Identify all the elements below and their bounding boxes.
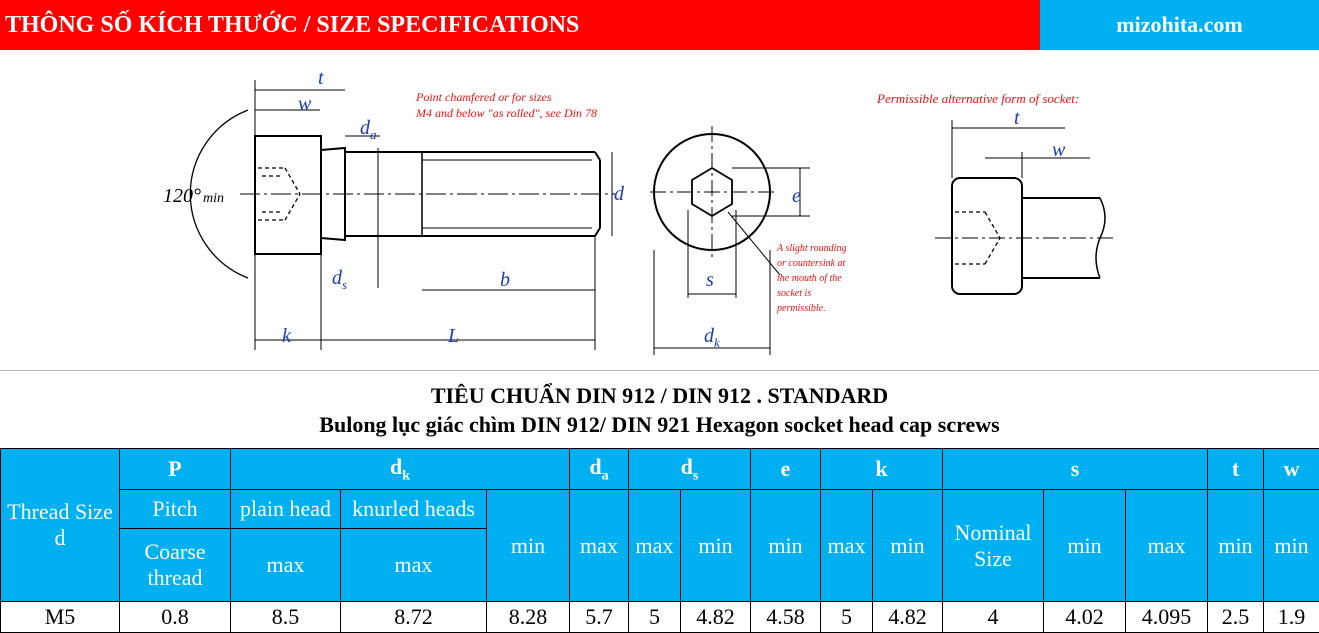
header-da xyxy=(570,449,629,490)
header-s-min: min xyxy=(1044,490,1126,602)
standard-subtitle: Bulong lục giác chìm DIN 912/ DIN 921 Hexagon socket head cap screws xyxy=(319,412,1000,437)
cell-s-min: 4.02 xyxy=(1044,602,1126,633)
cell-dk-min: 8.28 xyxy=(487,602,570,633)
header-knurled-max: max xyxy=(341,529,487,602)
dim-k-label: k xyxy=(282,325,291,347)
cell-w-min: 1.9 xyxy=(1264,602,1319,633)
dim-t-label: t xyxy=(318,67,324,89)
cell-e-min: 4.58 xyxy=(751,602,821,633)
header-P: P xyxy=(120,449,231,490)
angle-value: 120° xyxy=(163,185,201,207)
header-t-min: min xyxy=(1208,490,1264,602)
technical-drawing xyxy=(0,50,1319,371)
header-thread-size: Thread Size d xyxy=(1,449,120,602)
header-da-main: d xyxy=(589,453,602,479)
dim-da-label xyxy=(360,117,377,142)
dim-ds-label xyxy=(332,267,347,292)
header-e: e xyxy=(751,449,821,490)
dim-da-main: d xyxy=(360,117,370,139)
header-plain-head: plain head xyxy=(231,490,341,529)
rounding-note-2: or countersink at xyxy=(777,258,846,269)
cell-t-min: 2.5 xyxy=(1208,602,1264,633)
rounding-note-5: permissible. xyxy=(777,303,826,314)
cell-da-max: 5.7 xyxy=(570,602,629,633)
alt-w-label: w xyxy=(1052,139,1066,161)
header-t: t xyxy=(1208,449,1264,490)
header-k-max: max xyxy=(821,490,873,602)
header-e-min: min xyxy=(751,490,821,602)
header-dk-min: min xyxy=(487,490,570,602)
dim-dk-label xyxy=(704,325,720,350)
header-da-max: max xyxy=(570,490,629,602)
rounding-note-1: A slight rounding xyxy=(777,243,847,254)
alt-socket-note: Permissible alternative form of socket: xyxy=(877,91,1080,106)
header-ds-sub: s xyxy=(692,468,699,484)
spec-table xyxy=(0,448,1319,633)
dim-s-label: s xyxy=(706,269,714,291)
cell-ds-max: 5 xyxy=(629,602,681,633)
standard-title-block xyxy=(0,382,1319,440)
header-w-min: min xyxy=(1264,490,1319,602)
top-bar xyxy=(0,0,1319,50)
cell-dk-knurled-max: 8.72 xyxy=(341,602,487,633)
cell-ds-min: 4.82 xyxy=(681,602,751,633)
header-dk xyxy=(231,449,570,490)
header-ds-main: d xyxy=(680,453,693,479)
chamfer-note-2: M4 and below "as rolled", see Din 78 xyxy=(416,106,597,120)
header-dk-sub: k xyxy=(402,468,411,484)
dim-ds-sub: s xyxy=(342,277,348,292)
dim-ds-main: d xyxy=(332,267,342,289)
header-coarse-thread: Coarse thread xyxy=(120,529,231,602)
cell-pitch: 0.8 xyxy=(120,602,231,633)
header-ds xyxy=(629,449,751,490)
angle-label xyxy=(163,185,224,207)
cell-k-min: 4.82 xyxy=(873,602,943,633)
dim-w-label: w xyxy=(298,93,312,115)
cell-s-max: 4.095 xyxy=(1126,602,1208,633)
header-ds-min: min xyxy=(681,490,751,602)
header-s: s xyxy=(943,449,1208,490)
rounding-note-4: socket is xyxy=(777,288,812,299)
page-title: THÔNG SỐ KÍCH THƯỚC / SIZE SPECIFICATIONS xyxy=(0,0,1040,50)
header-dk-main: d xyxy=(389,453,403,479)
header-s-max: max xyxy=(1126,490,1208,602)
header-ds-max: max xyxy=(629,490,681,602)
dim-dk-sub: k xyxy=(714,335,720,350)
dim-b-label: b xyxy=(500,269,510,291)
cell-thread: M5 xyxy=(1,602,120,633)
header-w: w xyxy=(1264,449,1319,490)
screw-head-side xyxy=(255,136,321,254)
alt-t-label: t xyxy=(1014,107,1020,129)
header-k-min: min xyxy=(873,490,943,602)
table-row xyxy=(1,602,1319,633)
header-pitch: Pitch xyxy=(120,490,231,529)
header-da-sub: a xyxy=(601,468,609,484)
dim-L-label: L xyxy=(448,325,460,347)
chamfer-note-1: Point chamfered or for sizes xyxy=(416,90,552,104)
standard-title: TIÊU CHUẨN DIN 912 / DIN 912 . STANDARD xyxy=(430,383,889,408)
header-s-nominal: Nominal Size xyxy=(943,490,1044,602)
header-k: k xyxy=(821,449,943,490)
alt-socket-head xyxy=(952,178,1022,294)
dim-d-label: d xyxy=(614,183,624,205)
rounding-note-3: the mouth of the xyxy=(777,273,842,284)
dim-dk-main: d xyxy=(704,325,714,347)
site-name[interactable]: mizohita.com xyxy=(1040,0,1319,50)
screw-drawing-svg xyxy=(0,50,1319,370)
dim-da-sub: a xyxy=(370,127,377,142)
header-plain-max: max xyxy=(231,529,341,602)
cell-s-nominal: 4 xyxy=(943,602,1044,633)
header-knurled-heads: knurled heads xyxy=(341,490,487,529)
angle-min: min xyxy=(203,191,224,206)
cell-dk-plain-max: 8.5 xyxy=(231,602,341,633)
cell-k-max: 5 xyxy=(821,602,873,633)
dim-e-label: e xyxy=(792,185,801,207)
